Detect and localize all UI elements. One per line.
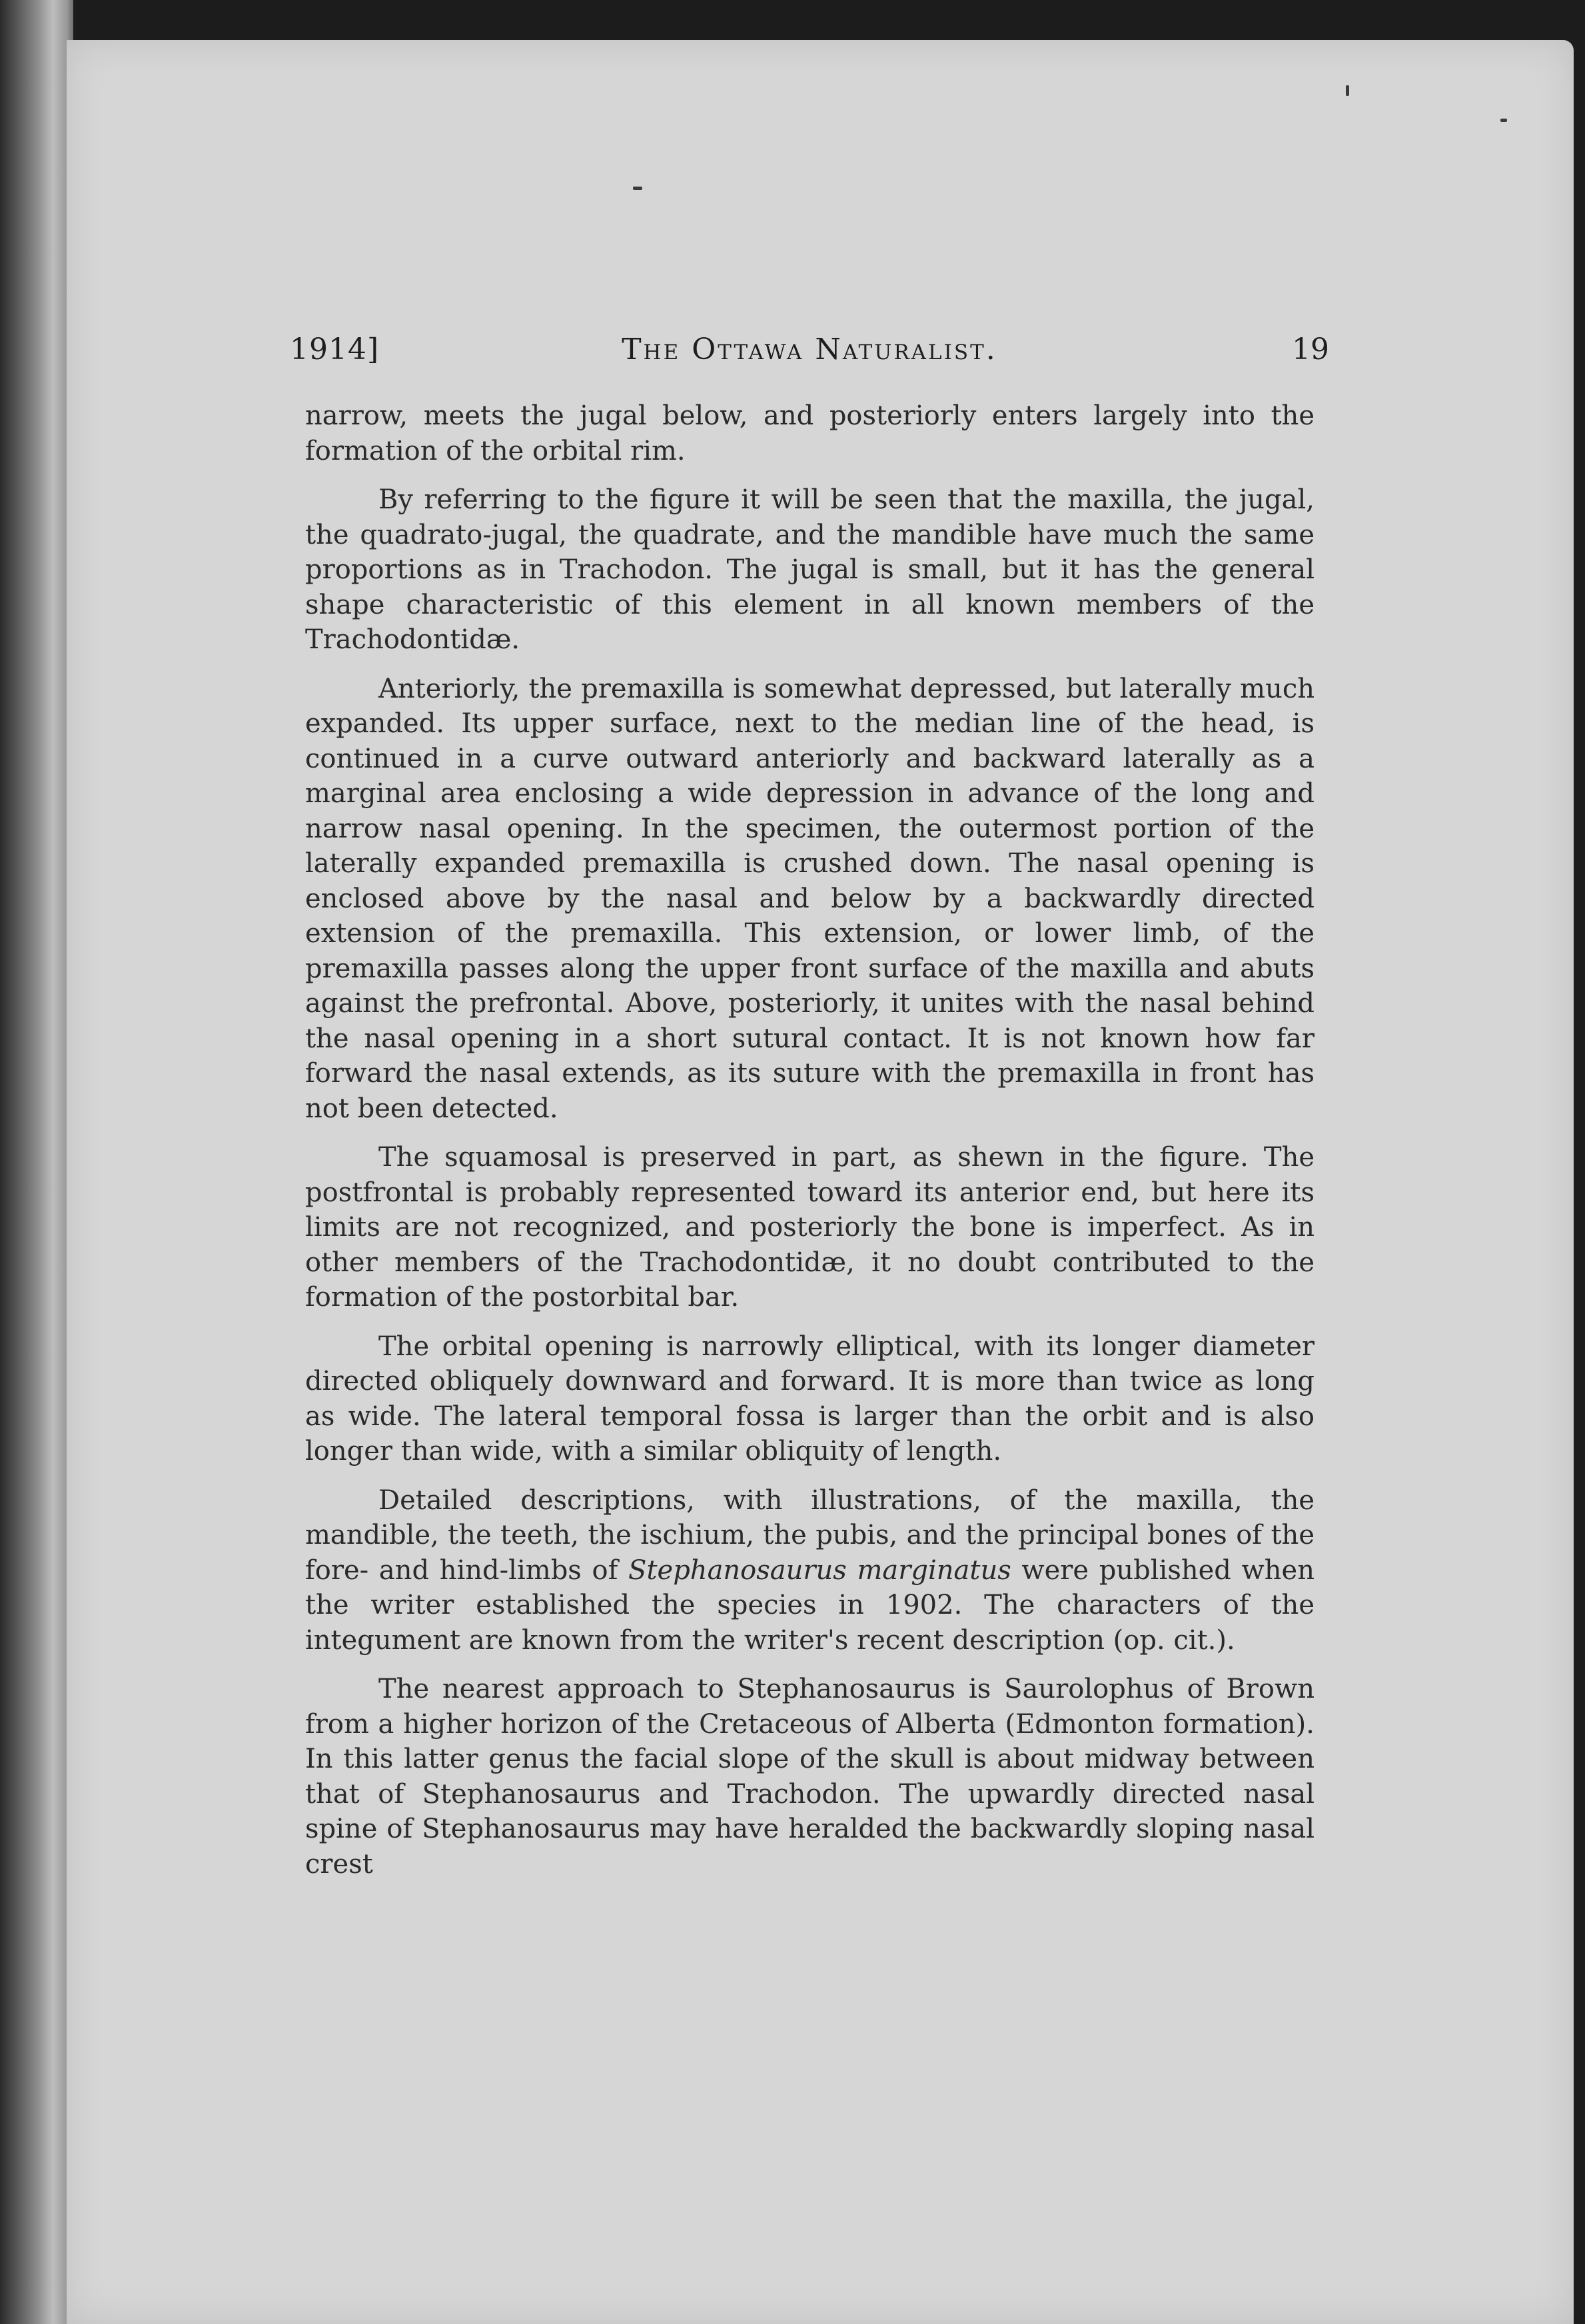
dust-speck xyxy=(1500,119,1507,122)
paragraph-text: were published when the writer established the species in 1902. The characters of the integument are known from the writer's recent description (op. cit.). xyxy=(305,1554,1315,1656)
paragraph: The nearest approach to Stephanosaurus is Saurolophus of Brown from a higher horizon of the Cretaceous of Alberta (Edmonton formation). In this latter genus the facial slope of the skull is about midway between that of Stephanosaurus and Trachodon. The upwardly directed nasal spine of Stephanosaurus may have heralded the backwardly sloping nasal crest xyxy=(305,1674,1315,1880)
header-year: 1914] xyxy=(290,332,380,366)
paragraph-text: Detailed descriptions, with illustrations, of the maxilla, the mandible, the teeth, the ischium, the pubis, and the principal bones of the fore- and hind-limbs of xyxy=(305,1484,1315,1586)
dust-speck xyxy=(1346,85,1349,96)
dust-speck xyxy=(633,187,642,190)
paragraph: narrow, meets the jugal below, and posteriorly enters largely into the formation of the orbital rim. xyxy=(305,400,1315,466)
paragraph xyxy=(305,1483,1315,1658)
paragraph: By referring to the figure it will be seen that the maxilla, the jugal, the quadrato-jugal, the quadrate, and the mandible have much the same proportions as in Trachodon. The jugal is small, but it has the general shape characteristic of this element in all known members of the Trachodontidæ. xyxy=(305,484,1315,655)
species-name: Stephanosaurus marginatus xyxy=(628,1554,1011,1586)
running-header xyxy=(290,326,1329,373)
binding-edge xyxy=(0,0,73,2324)
paragraph: Anteriorly, the premaxilla is somewhat depressed, but laterally much expanded. Its upper surface, next to the median line of the head, is continued in a curve outward anteriorly and backward laterally as a marginal area enclosing a wide depression in advance of the long and narrow nasal opening. In the specimen, the outermost portion of the laterally expanded premaxilla is crushed down. The nasal opening is enclosed above by the nasal and below by a backwardly directed extension of the premaxilla. This extension, or lower limb, of the premaxilla passes along the upper front surface of the maxilla and abuts against the prefrontal. Above, posteriorly, it unites with the nasal behind the nasal opening in a short sutural contact. It is not known how far forward the nasal extends, as its suture with the premaxilla in front has not been detected. xyxy=(305,673,1315,1124)
paragraph: The orbital opening is narrowly elliptical, with its longer diameter directed obliquely downward and forward. It is more than twice as long as wide. The lateral temporal fossa is larger than the orbit and is also longer than wide, with a similar obliquity of length. xyxy=(305,1331,1315,1466)
body-text xyxy=(305,398,1315,1896)
journal-title: The Ottawa Naturalist. xyxy=(622,332,997,366)
page-number: 19 xyxy=(1292,332,1329,366)
paragraph: The squamosal is preserved in part, as shewn in the figure. The postfrontal is probably represented toward its anterior end, but here its limits are not recognized, and posteriorly the bone is imperfect. As in other members of the Trachodontidæ, it no doubt contributed to the formation of the postorbital bar. xyxy=(305,1142,1315,1313)
